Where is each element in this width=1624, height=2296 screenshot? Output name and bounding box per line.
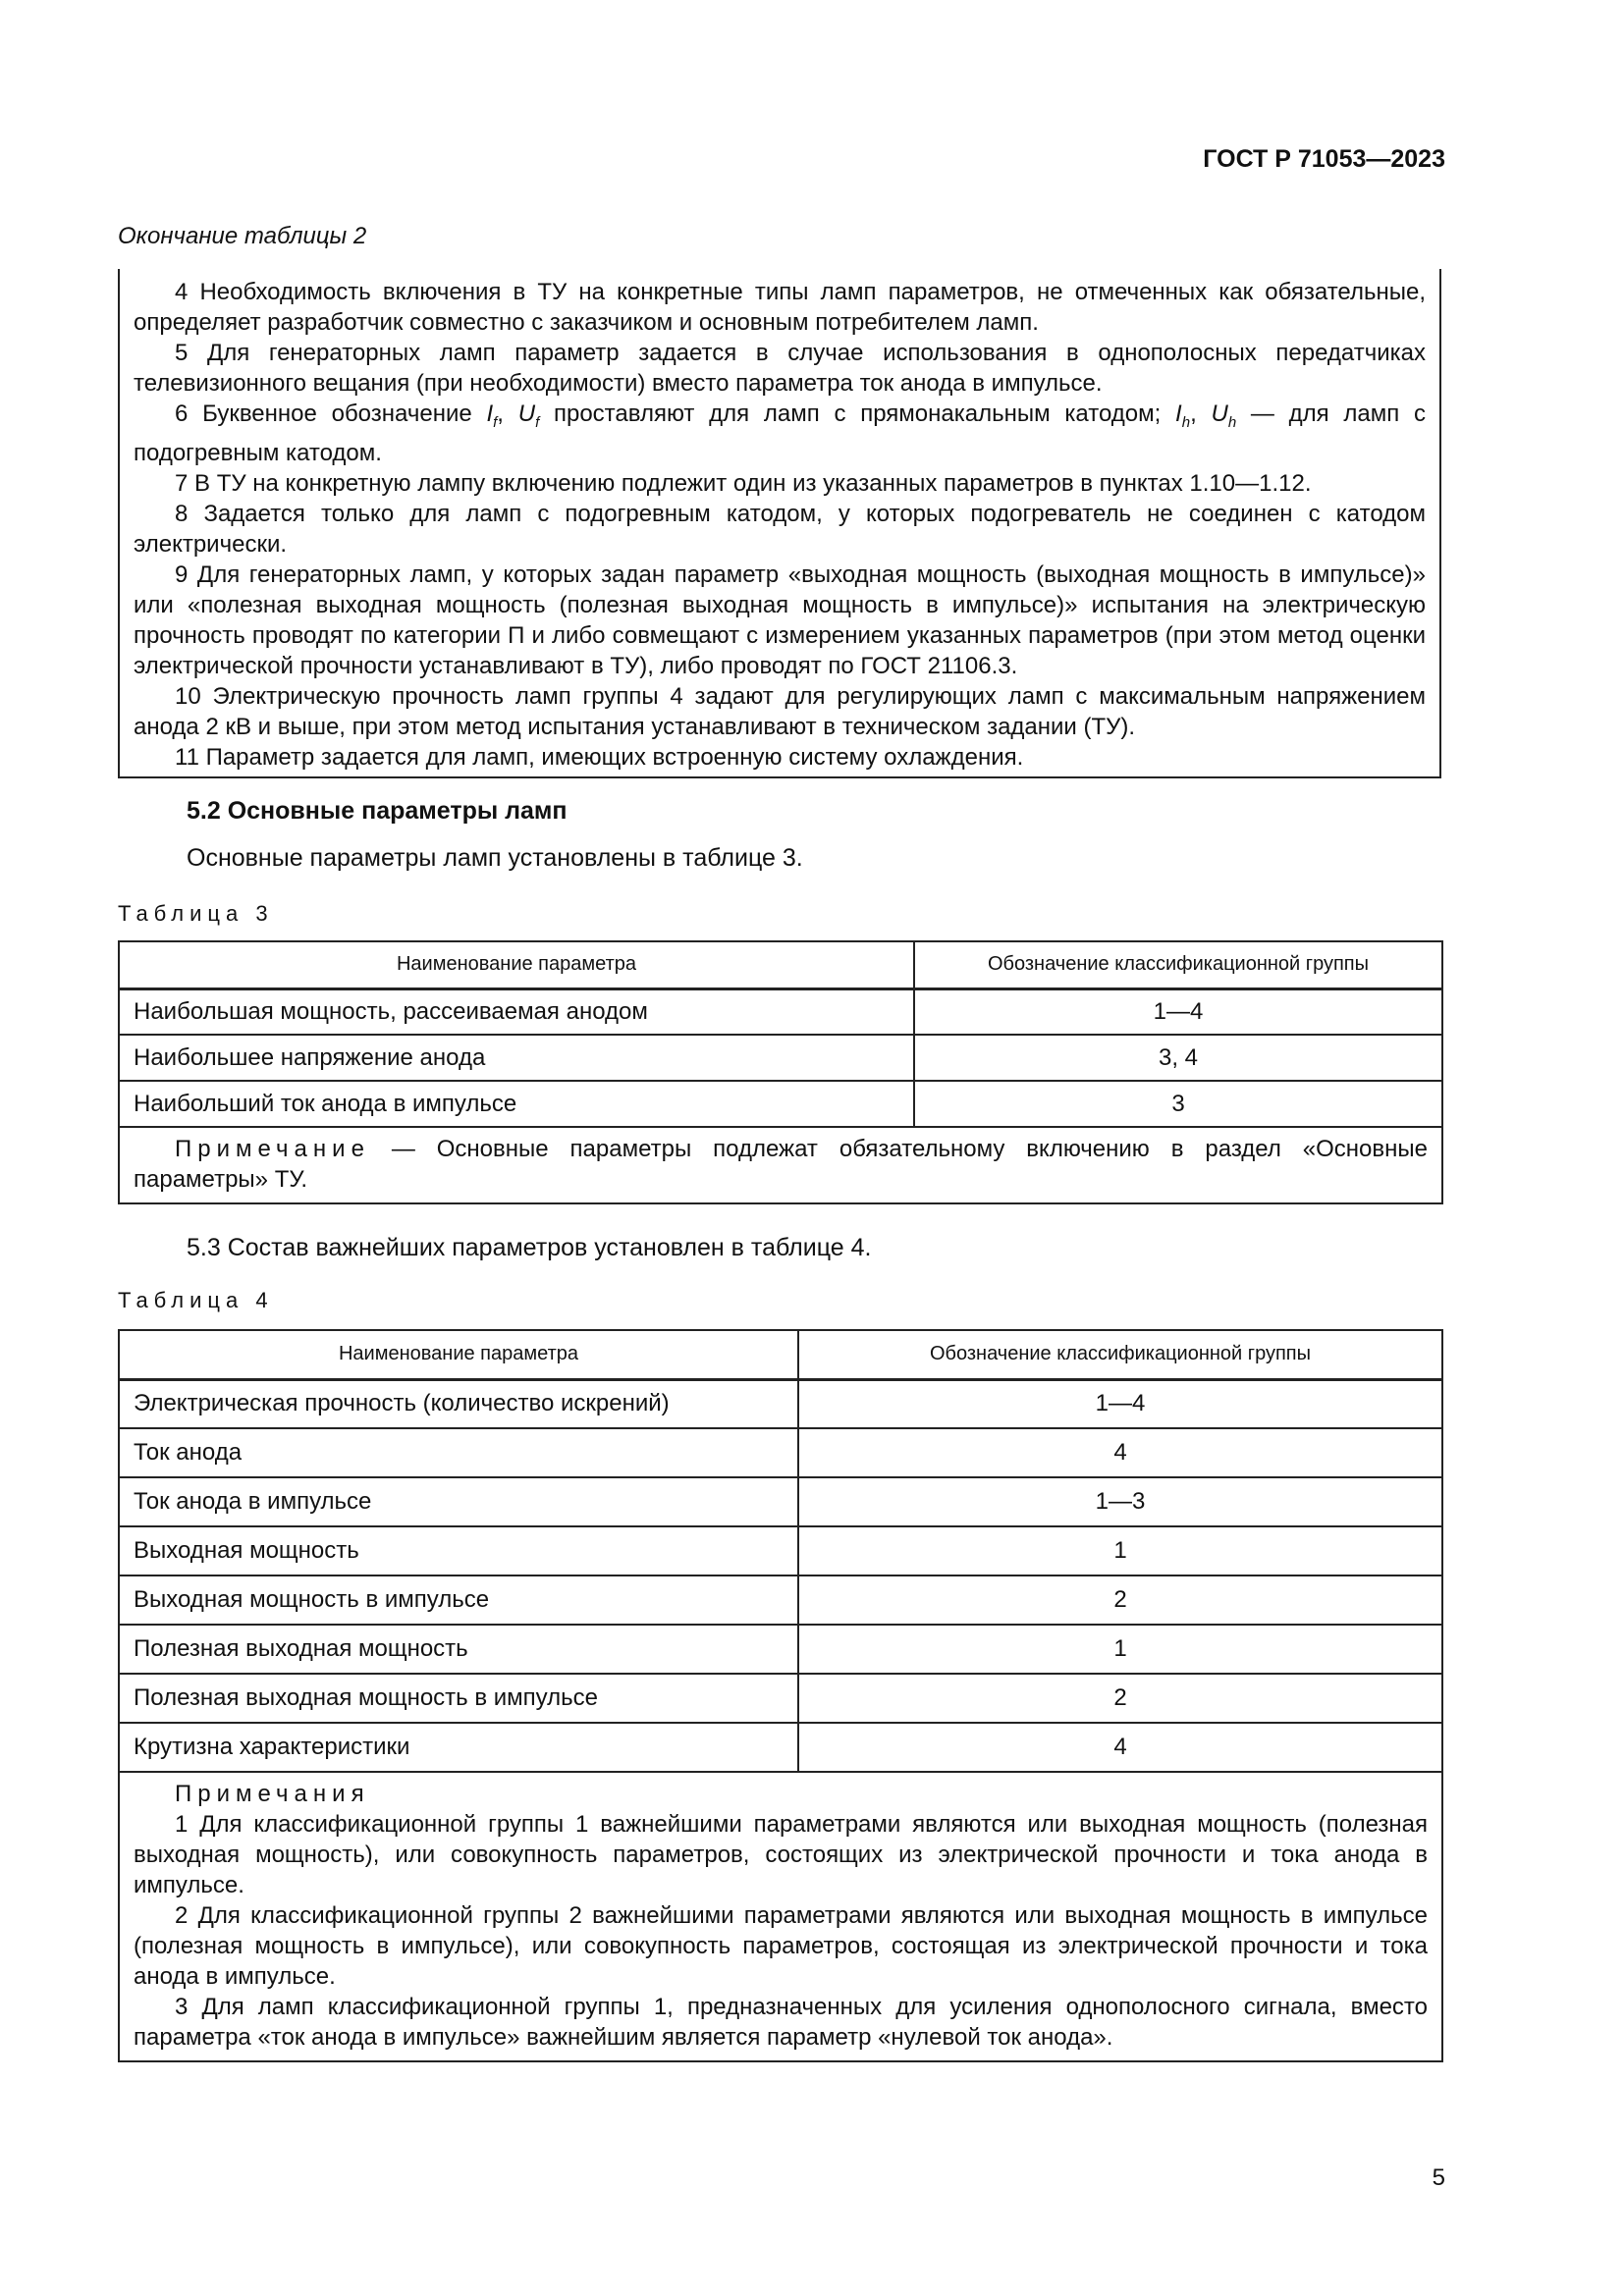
table-row [119,1674,1442,1723]
table-note-row [119,1772,1442,2061]
table4-caption: Таблица 4 [118,1288,274,1312]
table-row [119,1723,1442,1772]
column-header-group: Обозначение классификационной группы [798,1330,1442,1379]
group-value: 1 [798,1526,1442,1575]
param-name: Полезная выходная мощность в импульсе [119,1674,798,1723]
table2-note-7: 7 В ТУ на конкретную лампу включению подлежит один из указанных параметров в пунктах 1.10—1.12. [175,469,1312,497]
table2-note-10: 10 Электрическую прочность ламп группы 4 задают для регулирующих ламп с максимальным напряжением анода 2 кВ и выше, при этом метод испытания устанавливают в техническом задании (ТУ). [134,682,1426,740]
group-value: 1—4 [914,988,1442,1035]
table3 [118,940,1443,1204]
table-row [119,1035,1442,1081]
table2-note-9: 9 Для генераторных ламп, у которых задан параметр «выходная мощность (выходная мощность в импульсе)» или «полезная выходная мощность (полезная выходная мощность в импульсе)» испытания на электрическую прочность проводят по категории П и либо совмещают с измерением указанных параметров (при этом метод оценки электрической прочности устанавливают в ТУ), либо проводят по ГОСТ 21106.3. [134,561,1426,679]
notes-label: Примечания [175,1781,370,1807]
section-5-2-intro: Основные параметры ламп установлены в таблице 3. [187,844,803,872]
table-row [119,1428,1442,1477]
table-row [119,1575,1442,1625]
group-value: 3 [914,1081,1442,1127]
section-5-2-heading: 5.2 Основные параметры ламп [187,797,568,825]
table-row [119,1526,1442,1575]
column-header-name: Наименование параметра [119,941,914,988]
table2-note-6: 6 Буквенное обозначение $I_f$, $U_f$ проставляют для ламп с прямонакальным катодом; $I_h$, $U_h$ — для ламп с подогревным катодом. [134,400,1426,466]
table3-note [119,1127,1442,1203]
table2-note-4: 4 Необходимость включения в ТУ на конкретные типы ламп параметров, не отмеченных как обязательные, определяет разработчик совместно с заказчиком и основным потребителем ламп. [134,279,1426,336]
table4-note-3: 3 Для ламп классификационной группы 1, предназначенных для усиления однополосного сигнала, вместо параметра «ток анода в импульсе» важнейшим является параметр «нулевой ток анода». [134,1994,1428,2051]
table2-note-5: 5 Для генераторных ламп параметр задается в случае использования в однополосных передатчиках телевизионного вещания (при необходимости) вместо параметра ток анода в импульсе. [134,340,1426,397]
param-name: Наибольшая мощность, рассеиваемая анодом [119,988,914,1035]
param-name: Выходная мощность в импульсе [119,1575,798,1625]
table2-note-11: 11 Параметр задается для ламп, имеющих встроенную систему охлаждения. [175,743,1024,771]
table-note-row [119,1127,1442,1203]
param-name: Наибольшее напряжение анода [119,1035,914,1081]
section-5-3-text: 5.3 Состав важнейших параметров установлен в таблице 4. [187,1234,872,1261]
table-header-row [119,1330,1442,1379]
document-number: ГОСТ Р 71053—2023 [1203,145,1445,173]
param-name: Электрическая прочность (количество искрений) [119,1379,798,1428]
group-value: 3, 4 [914,1035,1442,1081]
param-name: Крутизна характеристики [119,1723,798,1772]
param-name: Ток анода в импульсе [119,1477,798,1526]
table4-notes [119,1772,1442,2061]
group-value: 1—3 [798,1477,1442,1526]
table-header-row [119,941,1442,988]
group-value: 1 [798,1625,1442,1674]
param-name: Наибольший ток анода в импульсе [119,1081,914,1127]
param-name: Ток анода [119,1428,798,1477]
column-header-name: Наименование параметра [119,1330,798,1379]
group-value: 1—4 [798,1379,1442,1428]
group-value: 2 [798,1575,1442,1625]
table4-note-2: 2 Для классификационной группы 2 важнейшими параметрами являются или выходная мощность в импульсе (полезная мощность в импульсе), или совокупность параметров, состоящая из электрической прочности и тока анода в импульсе. [134,1902,1428,1990]
page-number: 5 [1432,2164,1445,2191]
group-value: 4 [798,1723,1442,1772]
table-row [119,988,1442,1035]
table4 [118,1329,1443,2062]
table-row [119,1379,1442,1428]
column-header-group: Обозначение классификационной группы [914,941,1442,988]
table-row [119,1625,1442,1674]
table-row [119,1477,1442,1526]
table2-notes-box [118,269,1441,778]
param-name: Выходная мощность [119,1526,798,1575]
group-value: 2 [798,1674,1442,1723]
table4-note-1: 1 Для классификационной группы 1 важнейшими параметрами являются или выходная мощность (полезная выходная мощность), или совокупность параметров, состоящих из электрической прочности и тока анода в импульсе. [134,1811,1428,1898]
group-value: 4 [798,1428,1442,1477]
note-label: Примечание [175,1136,370,1162]
table-continuation-caption: Окончание таблицы 2 [118,223,367,249]
param-name: Полезная выходная мощность [119,1625,798,1674]
table3-caption: Таблица 3 [118,901,274,926]
note-text: — Основные параметры подлежат обязательному включению в раздел «Основные параметры» ТУ. [134,1136,1428,1193]
table2-note-8: 8 Задается только для ламп с подогревным катодом, у которых подогреватель не соединен с катодом электрически. [134,500,1426,558]
table-row [119,1081,1442,1127]
